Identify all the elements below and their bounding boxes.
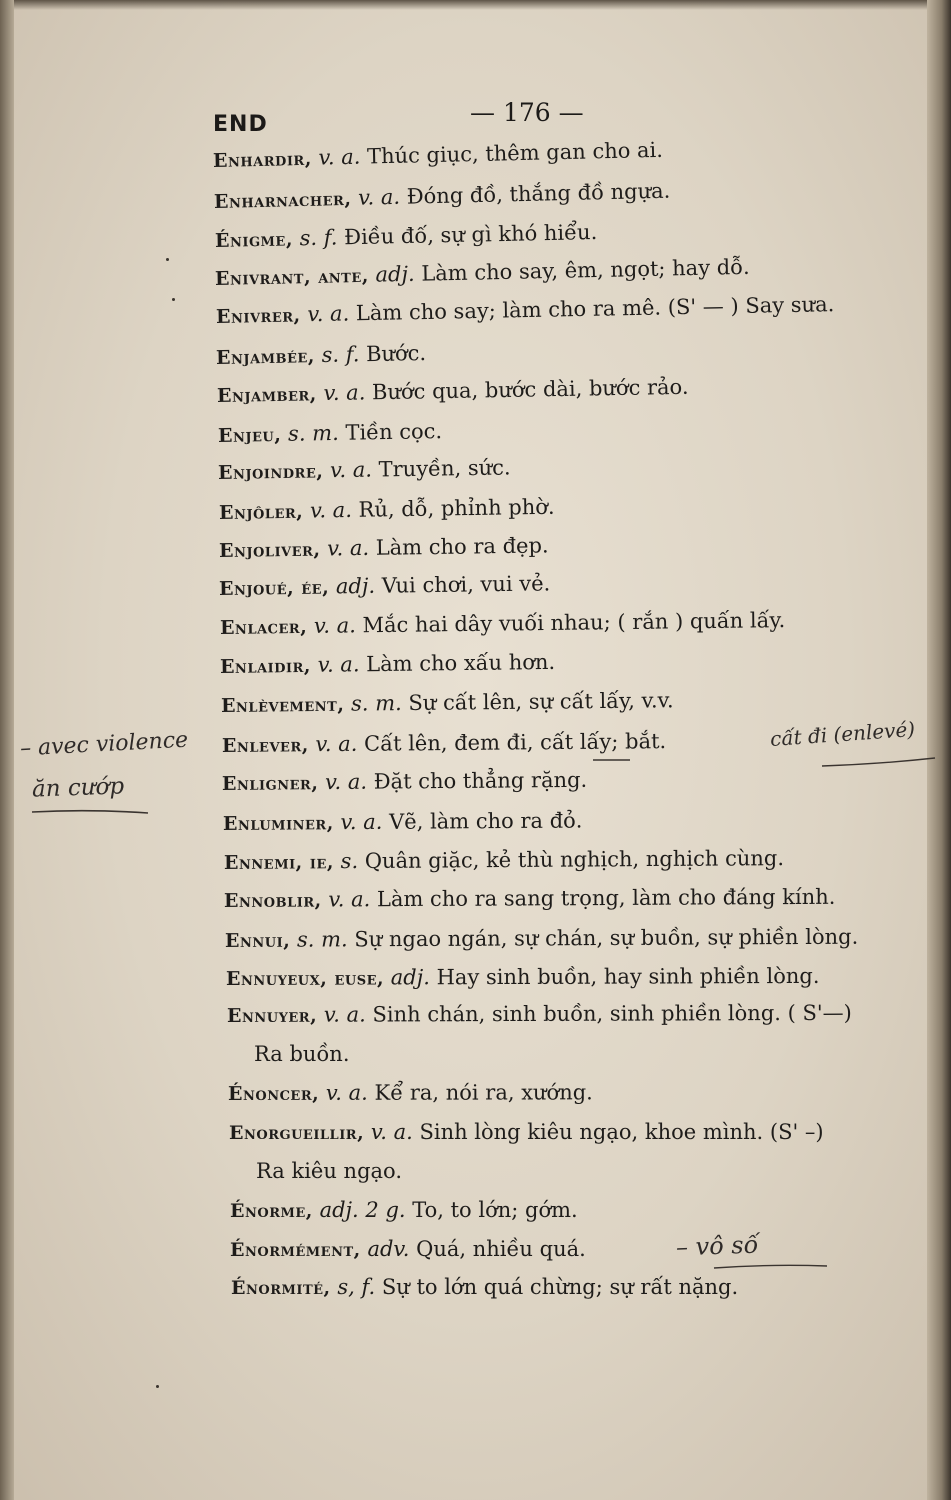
definition: Thúc giục, thêm gan cho ai. [360, 137, 664, 169]
grammar-label: adj. [329, 573, 376, 599]
headword: Ennuyeux, euse, [225, 967, 385, 990]
headword: Énigme, [214, 228, 294, 252]
headword: Énormité, [231, 1277, 331, 1299]
handwritten-note-left: – avec violence [19, 727, 189, 762]
definition: Bước. [359, 340, 427, 367]
definition: Vẽ, làm cho ra đỏ. [382, 808, 583, 834]
dictionary-entry [224, 848, 784, 873]
definition: Quá, nhiều quá. [409, 1237, 586, 1261]
grammar-label: v. a. [323, 457, 373, 483]
dictionary-entry [213, 178, 671, 213]
definition: Làm cho ra sang trọng, làm cho đáng kính. [370, 884, 836, 912]
dictionary-entry [223, 884, 836, 912]
dictionary-entry [226, 1000, 852, 1027]
definition: Hay sinh buồn, hay sinh phiền lòng. [429, 963, 820, 990]
headword: Enivrant, ante, [214, 264, 370, 290]
dictionary-entry [219, 649, 556, 678]
grammar-label: v. a. [321, 887, 371, 912]
handwritten-underline [590, 756, 940, 776]
headword: Enjambée, [215, 345, 316, 369]
paper-speck [156, 1385, 159, 1388]
definition: Đóng đồ, thắng đồ ngựa. [399, 178, 671, 209]
grammar-label: v. a. [307, 613, 356, 638]
dictionary-entry [216, 374, 689, 407]
paper-speck [172, 298, 175, 301]
dictionary-entry [212, 137, 664, 172]
dictionary-entry [221, 767, 588, 795]
headword: Enjoindre, [217, 460, 324, 484]
headword: Enhardir, [212, 147, 313, 172]
handwritten-underline [712, 1262, 832, 1272]
headword: Ennoblir, [223, 889, 322, 912]
running-head: END [213, 112, 268, 137]
grammar-label: v. a. [319, 1080, 368, 1105]
dictionary-entry [215, 340, 427, 369]
dictionary-entry [230, 1200, 578, 1221]
handwritten-note-left: ăn cướp [31, 773, 125, 803]
grammar-label: v. a. [303, 497, 353, 523]
definition: Sinh lòng kiêu ngạo, khoe mình. (S' –) [412, 1120, 824, 1144]
dictionary-entry [218, 421, 442, 446]
grammar-label: adj. 2 g. [312, 1198, 406, 1222]
definition: Mắc hai dây vuối nhau; ( rắn ) quấn lấy. [355, 608, 786, 638]
grammar-label: v. a. [317, 1002, 366, 1027]
headword: Enlacer, [219, 615, 308, 639]
headword: Ennui, [224, 929, 291, 952]
grammar-label: adj. [368, 261, 415, 287]
page-number: — 176 — [470, 98, 584, 127]
definition: Kể ra, nói ra, xướng. [367, 1080, 593, 1105]
grammar-label: v. a. [333, 809, 383, 835]
headword: Enharnacher, [213, 187, 352, 213]
grammar-label: v. a. [320, 535, 370, 561]
entry-continuation: Ra kiêu ngạo. [256, 1159, 402, 1183]
dictionary-entry [223, 810, 583, 834]
grammar-label: s. m. [281, 420, 339, 446]
handwritten-note-right: – vô số [675, 1230, 759, 1262]
entry-continuation: Ra buồn. [254, 1042, 350, 1066]
dictionary-entry [219, 535, 549, 561]
grammar-label: v. a. [351, 184, 401, 210]
dictionary-entry [231, 1277, 738, 1298]
definition: Sự to lớn quá chừng; sự rất nặng. [375, 1275, 739, 1299]
dictionary-entry [218, 457, 511, 483]
grammar-label: v. a. [308, 731, 358, 757]
definition: Truyền, sức. [371, 455, 511, 482]
headword: Enorgueillir, [229, 1122, 365, 1144]
headword: Enjoué, ée, [218, 576, 330, 600]
grammar-label: v. a. [310, 652, 360, 677]
definition: Tiền cọc. [338, 419, 443, 445]
grammar-label: v. a. [318, 769, 368, 795]
headword: Ennuyer, [226, 1004, 318, 1027]
headword: Enjeu, [217, 423, 282, 447]
headword: Enjôler, [218, 500, 304, 524]
dictionary-entry [219, 573, 551, 599]
definition: Sự ngao ngán, sự chán, sự buồn, sự phiền lòng. [347, 924, 859, 952]
grammar-label: s. [333, 849, 359, 874]
definition: Sinh chán, sinh buồn, sinh phiền lòng. ( S'—) [365, 1000, 852, 1027]
grammar-label: s. m. [344, 691, 402, 716]
definition: Bước qua, bước dài, bước rảo. [365, 374, 689, 405]
grammar-label: v. a. [364, 1120, 413, 1144]
handwritten-note-right: cất đi (enlevé) [769, 716, 916, 752]
dictionary-entry [230, 1239, 586, 1260]
definition: To, to lớn; gớm. [405, 1198, 578, 1222]
dictionary-entry [224, 924, 859, 952]
headword: Énorme, [230, 1200, 313, 1222]
grammar-label: v. a. [311, 144, 361, 170]
grammar-label: v. a. [300, 301, 350, 327]
definition: Cất lên, đem đi, cất lấy; bắt. [357, 729, 667, 756]
dictionary-entry [216, 294, 835, 327]
headword: Enligner, [221, 772, 319, 795]
dictionary-entry [225, 963, 820, 990]
paper-speck [166, 258, 169, 261]
headword: Enivrer, [215, 304, 301, 328]
dictionary-entry [214, 254, 750, 290]
grammar-label: v. a. [316, 380, 366, 406]
grammar-label: s, f. [330, 1275, 376, 1299]
headword: Enjoliver, [218, 538, 321, 562]
definition: Quân giặc, kẻ thù nghịch, nghịch cùng. [358, 846, 785, 874]
definition: Làm cho ra đẹp. [368, 533, 549, 560]
grammar-label: s. f. [292, 225, 338, 251]
headword: Enlaidir, [219, 654, 312, 678]
definition: Làm cho xấu hơn. [359, 649, 556, 677]
definition: Vui chơi, vui vẻ. [374, 571, 551, 598]
headword: Enluminer, [222, 812, 334, 835]
definition: Làm cho say; làm cho ra mê. (S' — ) Say sưa. [349, 292, 835, 326]
definition: Đặt cho thẳng rặng. [366, 767, 588, 794]
dictionary-entry [220, 610, 785, 638]
headword: Enlèvement, [220, 693, 345, 717]
headword: Enjamber, [216, 383, 317, 407]
definition: Sự cất lên, sự cất lấy, v.v. [401, 688, 674, 716]
headword: Énormément, [230, 1239, 361, 1261]
handwritten-underline [30, 808, 150, 816]
grammar-label: adv. [360, 1237, 410, 1261]
definition: Rủ, dỗ, phỉnh phờ. [351, 494, 555, 522]
grammar-label: s. f. [314, 342, 360, 368]
dictionary-entry [228, 1082, 593, 1104]
grammar-label: s. m. [290, 927, 348, 952]
headword: Enlever, [221, 734, 309, 757]
dictionary-entry [218, 494, 555, 524]
definition: Điều đố, sự gì khó hiểu. [337, 219, 598, 250]
headword: Ennemi, ie, [223, 851, 335, 874]
grammar-label: adj. [384, 965, 430, 990]
dictionary-entry [214, 219, 598, 252]
headword: Énoncer, [227, 1082, 320, 1105]
dictionary-entry [229, 1122, 824, 1143]
dictionary-entry [221, 690, 674, 716]
definition: Làm cho say, êm, ngọt; hay dỗ. [414, 254, 750, 286]
dictionary-entry [222, 731, 666, 756]
